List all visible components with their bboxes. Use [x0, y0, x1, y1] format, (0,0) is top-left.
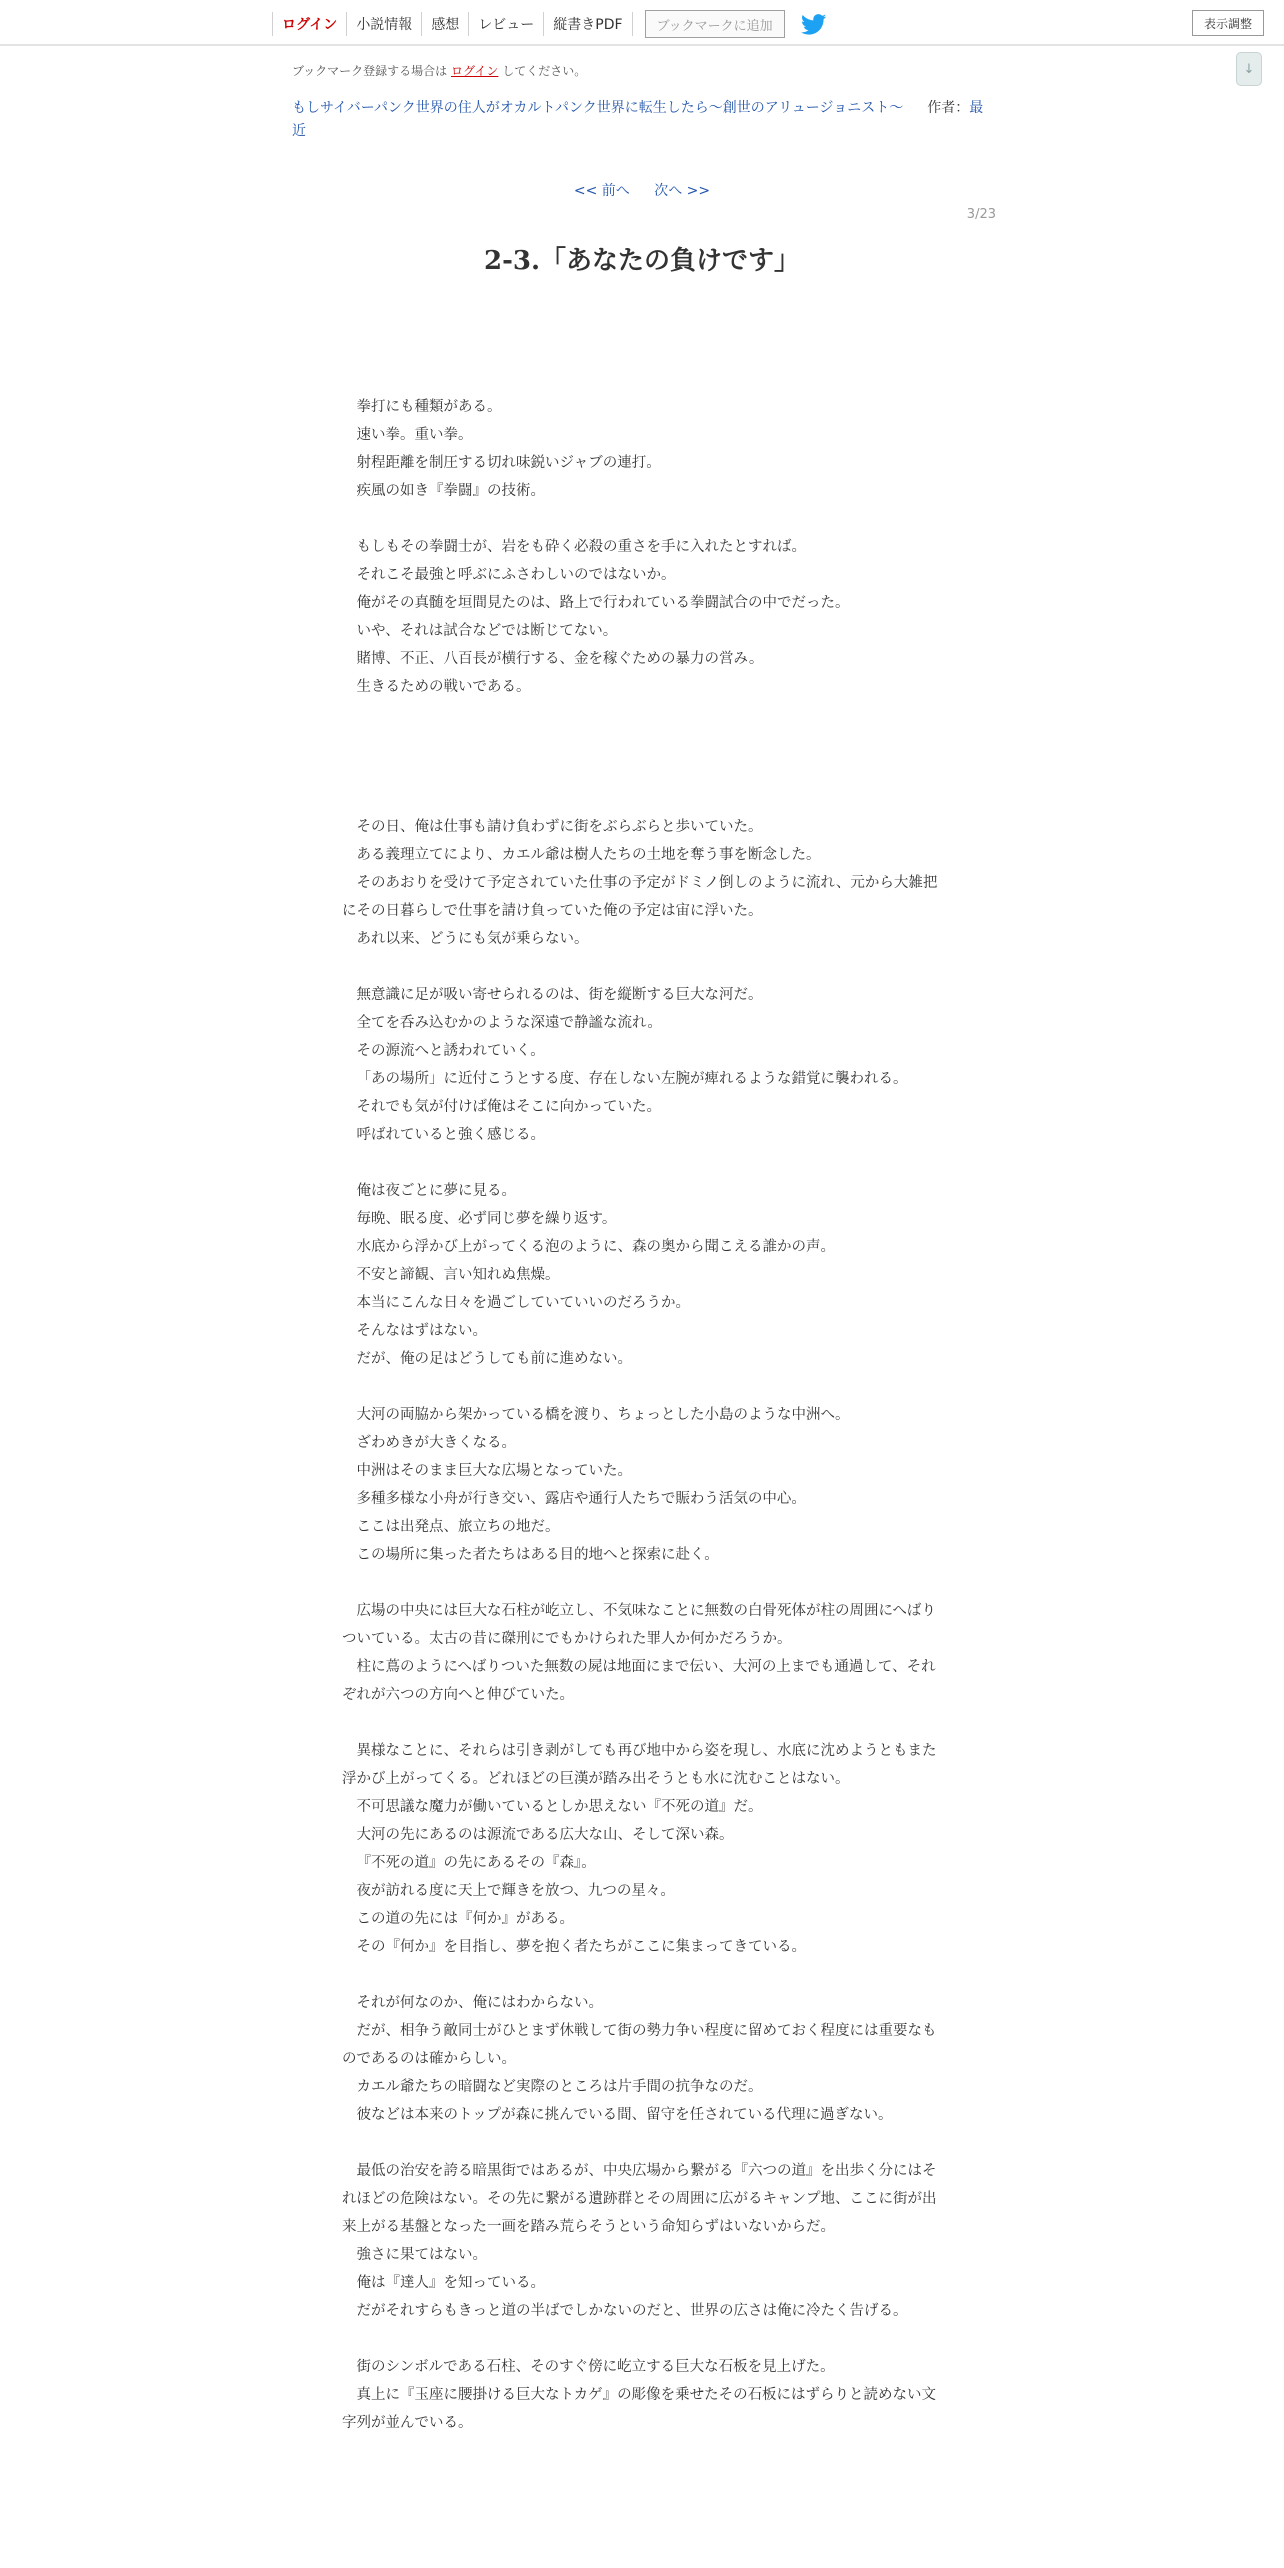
novel-line: 無意識に足が吸い寄せられるのは、街を縦断する巨大な河だ。 — [356, 987, 763, 1003]
novel-line: 異様なことに、それらは引き剥がしても再び地中から姿を現し、水底に沈めようともまた浮かび上がってくる。どれほどの巨漢が踏み出そうとも水に沈むことはない。 — [342, 1743, 937, 1787]
author-label: 作者： — [927, 100, 970, 116]
novel-line: だがそれすらもきっと道の半ばでしかないのだと、世界の広さは俺に冷たく告げる。 — [356, 2303, 908, 2319]
nav-login[interactable]: ログイン — [272, 12, 346, 36]
novel-line: 全てを呑み込むかのような深遠で静謐な流れ。 — [356, 1015, 662, 1031]
novel-line: 大河の両脇から架かっている橋を渡り、ちょっとした小島のような中洲へ。 — [356, 1407, 850, 1423]
novel-line: 呼ばれていると強く感じる。 — [356, 1127, 545, 1143]
novel-line: 夜が訪れる度に天上で輝きを放つ、九つの星々。 — [356, 1883, 675, 1899]
novel-line: 拳打にも種類がある。 — [356, 399, 502, 415]
novel-line: それこそ最強と呼ぶにふさわしいのではないか。 — [356, 567, 676, 583]
nav-novel-info[interactable]: 小説情報 — [346, 12, 421, 36]
blank-line — [342, 2129, 938, 2157]
chapter-pager — [0, 180, 1284, 200]
blank-line — [342, 953, 938, 981]
novel-line: だが、俺の足はどうしても前に進めない。 — [356, 1351, 632, 1367]
section-gap — [342, 701, 938, 813]
nav-vertical-pdf[interactable]: 縦書きPDF — [543, 12, 632, 36]
header-bar — [0, 0, 1284, 46]
novel-line: ここは出発点、旅立ちの地だ。 — [356, 1519, 560, 1535]
blank-line — [342, 1709, 938, 1737]
login-notice-suffix: してください。 — [502, 64, 587, 78]
blank-line — [342, 1149, 938, 1177]
novel-line: この道の先には『何か』がある。 — [356, 1911, 574, 1927]
login-notice-link[interactable]: ログイン — [451, 64, 499, 78]
main-nav — [272, 6, 829, 42]
novel-line: 賭博、不正、八百長が横行する、金を稼ぐための暴力の営み。 — [356, 651, 764, 667]
blank-line — [342, 1373, 938, 1401]
novel-line: ある義理立てにより、カエル爺は樹人たちの土地を奪う事を断念した。 — [356, 847, 821, 863]
novel-line: それでも気が付けば俺はそこに向かっていた。 — [356, 1099, 661, 1115]
novel-line: もしもその拳闘士が、岩をも砕く必殺の重さを手に入れたとすれば。 — [356, 539, 806, 555]
blank-line — [342, 2325, 938, 2353]
blank-line — [342, 1569, 938, 1597]
novel-body — [342, 393, 938, 2437]
author-link[interactable]: 最近 — [292, 100, 984, 139]
novel-line: 毎晩、眠る度、必ず同じ夢を繰り返す。 — [356, 1211, 617, 1227]
login-notice — [292, 62, 586, 79]
novel-line: そんなはずはない。 — [356, 1323, 487, 1339]
display-adjust-button[interactable]: 表示調整 — [1192, 10, 1264, 36]
novel-line: 生きるための戦いである。 — [356, 679, 531, 695]
novel-line: 街のシンボルである石柱、そのすぐ傍に屹立する巨大な石板を見上げた。 — [356, 2359, 835, 2375]
novel-line: 疾風の如き『拳闘』の技術。 — [356, 483, 545, 499]
novel-line: 不安と諦観、言い知れぬ焦燥。 — [356, 1267, 560, 1283]
novel-line: 広場の中央には巨大な石柱が屹立し、不気味なことに無数の白骨死体が柱の周囲にへばりついている。太古の昔に磔刑にでもかけられた罪人か何かだろうか。 — [342, 1603, 936, 1647]
novel-line: そのあおりを受けて予定されていた仕事の予定がドミノ倒しのように流れ、元から大雑把にその日暮らしで仕事を請け負っていた俺の予定は宙に浮いた。 — [342, 875, 938, 919]
novel-line: 俺がその真髄を垣間見たのは、路上で行われている拳闘試合の中でだった。 — [356, 595, 850, 611]
nav-review[interactable]: レビュー — [468, 12, 543, 36]
novel-line: 俺は夜ごとに夢に見る。 — [356, 1183, 516, 1199]
blank-line — [342, 505, 938, 533]
add-bookmark-button[interactable]: ブックマークに追加 — [645, 10, 785, 38]
novel-line: あれ以来、どうにも気が乗らない。 — [356, 931, 589, 947]
novel-line: カエル爺たちの暗闘など実際のところは片手間の抗争なのだ。 — [356, 2079, 763, 2095]
novel-line: 中洲はそのまま巨大な広場となっていた。 — [356, 1463, 632, 1479]
novel-line: 俺は『達人』を知っている。 — [356, 2275, 545, 2291]
novel-line: その『何か』を目指し、夢を抱く者たちがここに集まってきている。 — [356, 1939, 806, 1955]
novel-line: その日、俺は仕事も請け負わずに街をぶらぶらと歩いていた。 — [356, 819, 763, 835]
blank-line — [342, 1961, 938, 1989]
novel-line: 「あの場所」に近付こうとする度、存在しない左腕が痺れるような錯覚に襲われる。 — [356, 1071, 908, 1087]
novel-line: 柱に蔦のようにへばりついた無数の屍は地面にまで伝い、大河の上までも通過して、それぞれが六つの方向へと伸びていた。 — [342, 1659, 936, 1703]
novel-line: 多種多様な小舟が行き交い、露店や通行人たちで賑わう活気の中心。 — [356, 1491, 806, 1507]
novel-line: ざわめきが大きくなる。 — [356, 1435, 516, 1451]
scroll-down-arrow-icon[interactable]: ↓ — [1236, 52, 1262, 86]
novel-line: この場所に集った者たちはある目的地へと探索に赴く。 — [356, 1547, 719, 1563]
novel-line: 強さに果てはない。 — [356, 2247, 487, 2263]
novel-header — [292, 97, 992, 143]
novel-line: 水底から浮かび上がってくる泡のように、森の奥から聞こえる誰かの声。 — [356, 1239, 835, 1255]
novel-line: 速い拳。重い拳。 — [356, 427, 473, 443]
next-chapter-link[interactable]: 次へ >> — [654, 183, 711, 199]
page-number: 3/23 — [966, 207, 996, 222]
novel-line: 射程距離を制圧する切れ味鋭いジャブの連打。 — [356, 455, 661, 471]
novel-line: その源流へと誘われていく。 — [356, 1043, 545, 1059]
prev-chapter-link[interactable]: << 前へ — [573, 183, 630, 199]
novel-line: 『不死の道』の先にあるその『森』。 — [356, 1855, 596, 1871]
novel-line: 最低の治安を誇る暗黒街ではあるが、中央広場から繋がる『六つの道』を出歩く分にはそれほどの危険はない。その先に繋がる遺跡群とその周囲に広がるキャンプ地、ここに街が出来上がる基盤となった一画を踏み荒らそうという命知らずはいないからだ。 — [342, 2163, 937, 2235]
novel-line: いや、それは試合などでは断じてない。 — [356, 623, 618, 639]
novel-line: 真上に『玉座に腰掛ける巨大なトカゲ』の彫像を乗せたその石板にはずらりと読めない文字列が並んでいる。 — [342, 2387, 937, 2431]
novel-line: 彼などは本来のトップが森に挑んでいる間、留守を任されている代理に過ぎない。 — [356, 2107, 893, 2123]
login-notice-prefix: ブックマーク登録する場合は — [292, 64, 448, 78]
novel-title-link[interactable]: もしサイバーパンク世界の住人がオカルトパンク世界に転生したら～創世のアリュージョニスト～ — [292, 100, 904, 116]
novel-line: だが、相争う敵同士がひとまず休戦して街の勢力争い程度に留めておく程度には重要なものであるのは確からしい。 — [342, 2023, 937, 2067]
novel-line: 不可思議な魔力が働いているとしか思えない『不死の道』だ。 — [356, 1799, 763, 1815]
twitter-share-icon[interactable] — [801, 12, 829, 36]
novel-line: それが何なのか、俺にはわからない。 — [356, 1995, 603, 2011]
novel-line: 本当にこんな日々を過ごしていていいのだろうか。 — [356, 1295, 690, 1311]
nav-impressions[interactable]: 感想 — [421, 12, 468, 36]
chapter-title: 2-3.「あなたの負けです」 — [483, 246, 801, 276]
novel-line: 大河の先にあるのは源流である広大な山、そして深い森。 — [356, 1827, 734, 1843]
